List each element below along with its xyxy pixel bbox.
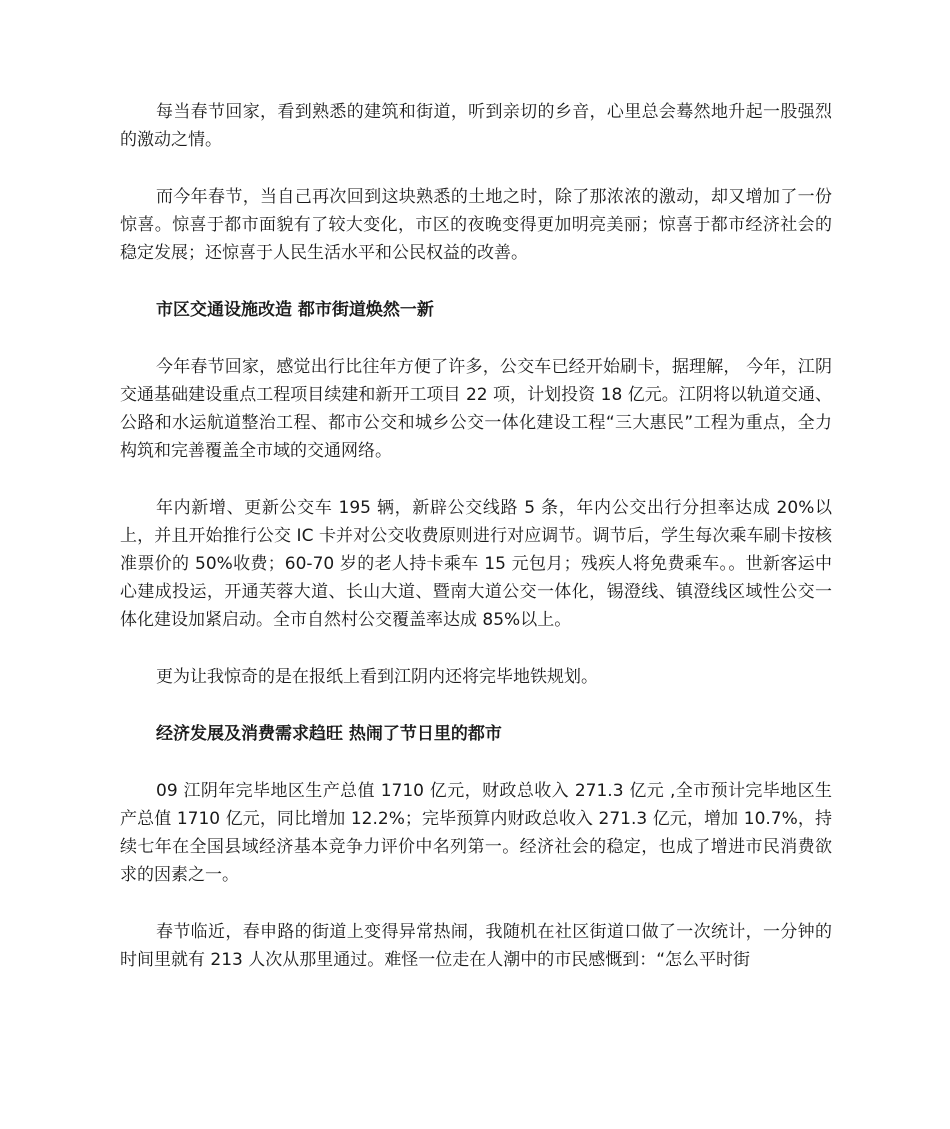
paragraph-festival-street: 春节临近，春申路的街道上变得异常热闹，我随机在社区街道口做了一次统计，一分钟的时间里就有 213 人次从那里通过。难怪一位走在人潮中的市民感慨到：“怎么平时街 [120, 922, 832, 970]
paragraph-intro: 每当春节回家，看到熟悉的建筑和街道，听到亲切的乡音，心里总会蓦然地升起一股强烈的激动之情。 [120, 102, 832, 150]
paragraph-surprise: 而今年春节，当自己再次回到这块熟悉的土地之时，除了那浓浓的激动，却又增加了一份惊喜。惊喜于都市面貌有了较大变化，市区的夜晚变得更加明亮美丽；惊喜于都市经济社会的稳定发展；还惊喜于人民生活水平和公民权益的改善。 [120, 187, 832, 263]
section-heading-traffic: 市区交通设施改造 都市街道焕然一新 [156, 300, 434, 320]
paragraph-bus-updates: 年内新增、更新公交车 195 辆，新辟公交线路 5 条，年内公交出行分担率达成 20%以上，并且开始推行公交 IC 卡并对公交收费原则进行对应调节。调节后，学生每次乘车刷卡按核准票价的 50%收费；60-70 岁的老人持卡乘车 15 元包月；残疾人将免费乘车。。世新客运中心建成投运，开通芙蓉大道、长山大道、暨南大道公交一体化，锡澄线、镇澄线区域性公交一体化建设加紧启动。全市自然村公交覆盖率达成 85%以上。 [120, 498, 832, 630]
paragraph-subway-plan: 更为让我惊奇的是在报纸上看到江阴内还将完毕地铁规划。 [156, 667, 598, 687]
paragraph-economy-stats: 09 江阴年完毕地区生产总值 1710 亿元，财政总收入 271.3 亿元 ,全市预计完毕地区生产总值 1710 亿元，同比增加 12.2%；完毕预算内财政总收入 271.3 亿元，增加 10.7%，持续七年在全国县域经济基本竞争力评价中名列第一。经济社会的稳定，也成了增进市民消费欲求的因素之一。 [120, 781, 832, 885]
paragraph-traffic-investment: 今年春节回家，感觉出行比往年方便了许多，公交车已经开始刷卡，据理解， 今年，江阴交通基础建设重点工程项目续建和新开工项目 22 项，计划投资 18 亿元。江阴将以轨道交通、公路和水运航道整治工程、都市公交和城乡公交一体化建设工程“三大惠民”工程为重点，全力构筑和完善覆盖全市域的交通网络。 [120, 357, 832, 461]
section-heading-economy: 经济发展及消费需求趋旺 热闹了节日里的都市 [156, 724, 502, 744]
document-body [120, 98, 832, 1003]
